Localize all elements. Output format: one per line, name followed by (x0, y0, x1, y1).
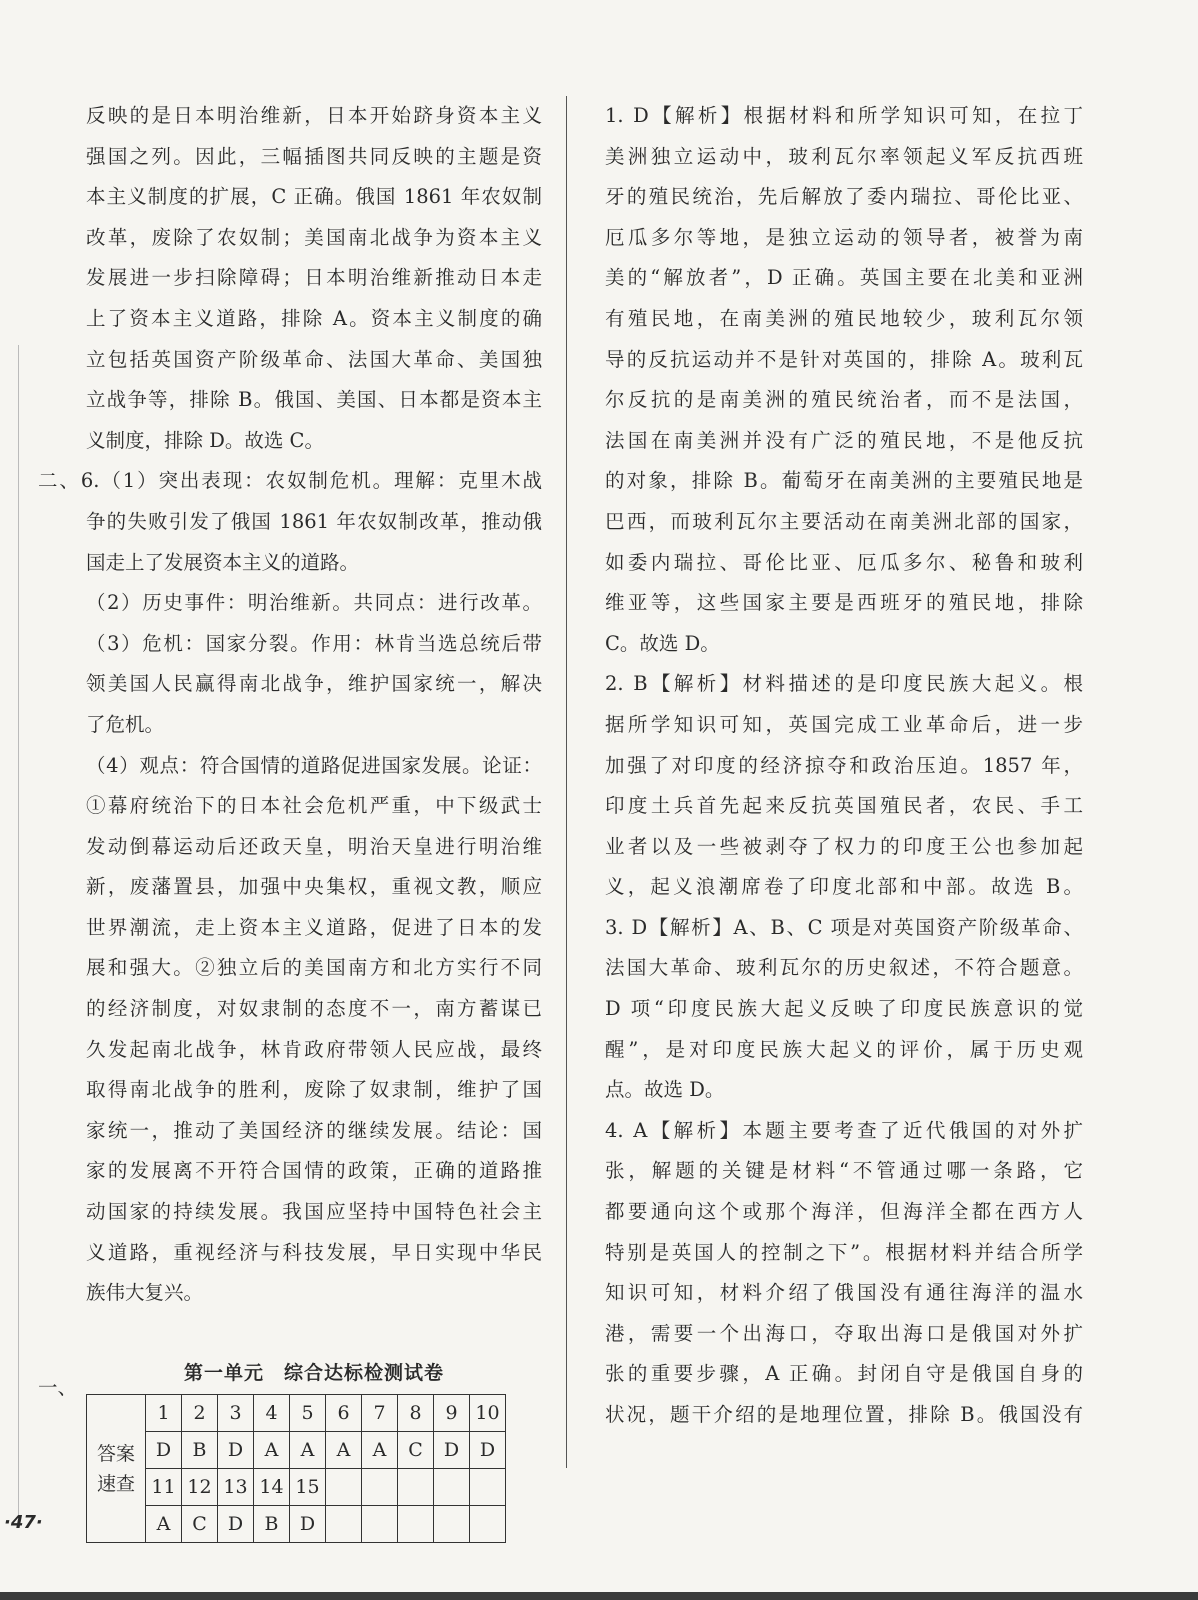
question-number-cell: 12 (182, 1469, 218, 1506)
question-number-cell: 9 (434, 1395, 470, 1432)
text-line: 义道路，重视经济与科技发展，早日实现中华民 (86, 1240, 542, 1264)
unit-title-part1: 第一单元 (183, 1362, 264, 1384)
text-line: D 项“印度民族大起义反映了印度民族意识的觉 (605, 997, 1083, 1021)
text-line: 国走上了发展资本主义的道路。 (86, 550, 360, 574)
answer-cell: C (182, 1506, 218, 1543)
right-column (605, 96, 1083, 1436)
text-line: 世界潮流，走上资本主义道路，促进了日本的发 (86, 915, 542, 939)
text-line: 二、6.（1）突出表现：农奴制危机。理解：克里木战 (38, 469, 542, 493)
text-line: 2. B【解析】材料描述的是印度民族大起义。根 (605, 672, 1083, 696)
text-line: 久发起南北战争，林肯政府带领人民应战，最终 (86, 1037, 542, 1061)
text-line: 知识可知，材料介绍了俄国没有通往海洋的温水 (605, 1281, 1083, 1305)
answer-cell (362, 1506, 398, 1543)
question-number-cell: 4 (254, 1395, 290, 1432)
text-line: 改革，废除了农奴制；美国南北战争为资本主义 (86, 225, 542, 249)
answer-cell: A (362, 1432, 398, 1469)
answer-cell: B (254, 1506, 290, 1543)
table-row (87, 1469, 506, 1506)
question-number-cell: 14 (254, 1469, 290, 1506)
text-line: C。故选 D。 (605, 631, 720, 655)
text-line: ①幕府统治下的日本社会危机严重，中下级武士 (86, 794, 542, 818)
text-line: 业者以及一些被剥夺了权力的印度王公也参加起 (605, 834, 1083, 858)
answer-cell: D (434, 1432, 470, 1469)
question-number-cell: 1 (146, 1395, 182, 1432)
text-line: 如委内瑞拉、哥伦比亚、厄瓜多尔、秘鲁和玻利 (605, 550, 1083, 574)
text-line: 族伟大复兴。 (86, 1281, 204, 1305)
text-line: 家统一，推动了美国经济的继续发展。结论：国 (86, 1118, 542, 1142)
text-line: 的对象，排除 B。葡萄牙在南美洲的主要殖民地是 (605, 469, 1083, 493)
text-line: 美洲独立运动中，玻利瓦尔率领起义军反抗西班 (605, 144, 1083, 168)
table-row (87, 1395, 506, 1432)
text-line: 义，起义浪潮席卷了印度北部和中部。故选 B。 (605, 875, 1083, 899)
text-line: 厄瓜多尔等地，是独立运动的领导者，被誉为南 (605, 225, 1083, 249)
margin-rule (18, 345, 19, 1515)
text-line: （4）观点：符合国情的道路促进国家发展。论证： (86, 753, 542, 777)
question-number-cell: 3 (218, 1395, 254, 1432)
answer-cell: A (326, 1432, 362, 1469)
text-line: 法国大革命、玻利瓦尔的历史叙述，不符合题意。 (605, 956, 1083, 980)
left-column (38, 96, 542, 1314)
question-number-cell: 8 (398, 1395, 434, 1432)
text-line: 尔反抗的是南美洲的殖民统治者，而不是法国， (605, 388, 1083, 412)
row-label: 答案速查 (96, 1442, 135, 1495)
text-line: 特别是英国人的控制之下”。根据材料并结合所学 (605, 1240, 1083, 1264)
answer-cell: B (182, 1432, 218, 1469)
text-line: 发展进一步扫除障碍；日本明治维新推动日本走 (86, 266, 542, 290)
question-number-cell (398, 1469, 434, 1506)
question-number-cell: 13 (218, 1469, 254, 1506)
answer-cell: A (290, 1432, 326, 1469)
text-line: 4. A【解析】本题主要考查了近代俄国的对外扩 (605, 1118, 1083, 1142)
answer-cell: A (254, 1432, 290, 1469)
text-line: 义制度，排除 D。故选 C。 (86, 428, 324, 452)
answer-cell (326, 1506, 362, 1543)
text-line: 港，需要一个出海口，夺取出海口是俄国对外扩 (605, 1321, 1083, 1345)
text-line: 美的“解放者”，D 正确。英国主要在北美和亚洲 (605, 266, 1083, 290)
text-line: 都要通向这个或那个海洋，但海洋全都在西方人 (605, 1200, 1083, 1224)
answer-cell: C (398, 1432, 434, 1469)
text-line: 有殖民地，在南美洲的殖民地较少，玻利瓦尔领 (605, 306, 1083, 330)
text-line: 上了资本主义道路，排除 A。资本主义制度的确 (86, 306, 542, 330)
answer-cell (398, 1506, 434, 1543)
scan-edge (0, 1592, 1198, 1600)
answer-cell: A (146, 1506, 182, 1543)
answer-cell (434, 1506, 470, 1543)
text-line: 立战争等，排除 B。俄国、美国、日本都是资本主 (86, 388, 542, 412)
table-row (87, 1432, 506, 1469)
question-number-cell (434, 1469, 470, 1506)
row-label-cell (87, 1395, 146, 1543)
text-line: 了危机。 (86, 712, 165, 736)
question-number-cell: 7 (362, 1395, 398, 1432)
answer-cell: D (218, 1432, 254, 1469)
text-line: （3）危机：国家分裂。作用：林肯当选总统后带 (86, 631, 542, 655)
text-line: 据所学知识可知，英国完成工业革命后，进一步 (605, 712, 1083, 736)
text-line: 状况，题干介绍的是地理位置，排除 B。俄国没有 (605, 1403, 1083, 1426)
text-line: 张，解题的关键是材料“不管通过哪一条路，它 (605, 1159, 1083, 1183)
text-line: 新，废藩置县，加强中央集权，重视文教，顺应 (86, 875, 542, 899)
text-line: 反映的是日本明治维新，日本开始跻身资本主义 (86, 104, 542, 127)
unit-title (86, 1358, 542, 1385)
text-line: 点。故选 D。 (605, 1078, 725, 1102)
text-line: 牙的殖民统治，先后解放了委内瑞拉、哥伦比亚、 (605, 185, 1083, 209)
text-line: 的经济制度，对奴隶制的态度不一，南方蓄谋已 (86, 997, 542, 1021)
text-line: 领美国人民赢得南北战争，维护国家统一，解决 (86, 672, 542, 696)
question-number-cell: 5 (290, 1395, 326, 1432)
text-line: 印度土兵首先起来反抗英国殖民者，农民、手工 (605, 794, 1083, 818)
unit-title-part2: 综合达标检测试卷 (284, 1362, 445, 1384)
section-label: 一、 (38, 1376, 78, 1399)
answer-cell: D (218, 1506, 254, 1543)
answer-cell: D (290, 1506, 326, 1543)
answer-cell (470, 1506, 506, 1543)
text-line: 1. D【解析】根据材料和所学知识可知，在拉丁 (605, 104, 1083, 127)
question-number-cell (326, 1469, 362, 1506)
question-number-cell: 10 (470, 1395, 506, 1432)
text-line: 立包括英国资产阶级革命、法国大革命、美国独 (86, 347, 542, 371)
text-line: 家的发展离不开符合国情的政策，正确的道路推 (86, 1159, 542, 1183)
text-line: 导的反抗运动并不是针对英国的，排除 A。玻利瓦 (605, 347, 1083, 371)
text-line: 动国家的持续发展。我国应坚持中国特色社会主 (86, 1200, 542, 1224)
text-line: 强国之列。因此，三幅插图共同反映的主题是资 (86, 144, 542, 168)
text-line: 维亚等，这些国家主要是西班牙的殖民地，排除 (605, 591, 1083, 615)
question-number-cell (362, 1469, 398, 1506)
question-number-cell: 6 (326, 1395, 362, 1432)
text-line: 醒”，是对印度民族大起义的评价，属于历史观 (605, 1037, 1083, 1061)
question-number-cell (470, 1469, 506, 1506)
text-line: 展和强大。②独立后的美国南方和北方实行不同 (86, 956, 542, 980)
answer-cell: D (470, 1432, 506, 1469)
page-number: ·47· (4, 1512, 43, 1533)
table-row (87, 1506, 506, 1543)
text-line: 本主义制度的扩展，C 正确。俄国 1861 年农奴制 (86, 185, 542, 209)
text-line: 张的重要步骤，A 正确。封闭自守是俄国自身的 (605, 1362, 1083, 1386)
question-number-cell: 2 (182, 1395, 218, 1432)
question-number-cell: 11 (146, 1469, 182, 1506)
text-line: 争的失败引发了俄国 1861 年农奴制改革，推动俄 (86, 509, 542, 533)
text-line: 取得南北战争的胜利，废除了奴隶制，维护了国 (86, 1078, 542, 1102)
question-number-cell: 15 (290, 1469, 326, 1506)
text-line: 巴西，而玻利瓦尔主要活动在南美洲北部的国家， (605, 509, 1083, 533)
column-divider (566, 96, 567, 1468)
text-line: （2）历史事件：明治维新。共同点：进行改革。 (86, 591, 542, 615)
text-line: 加强了对印度的经济掠夺和政治压迫。1857 年， (605, 753, 1083, 777)
answer-cell: D (146, 1432, 182, 1469)
answer-table (86, 1394, 506, 1543)
text-line: 发动倒幕运动后还政天皇，明治天皇进行明治维 (86, 834, 542, 858)
text-line: 法国在南美洲并没有广泛的殖民地，不是他反抗 (605, 428, 1083, 452)
text-line: 3. D【解析】A、B、C 项是对英国资产阶级革命、 (605, 915, 1083, 939)
